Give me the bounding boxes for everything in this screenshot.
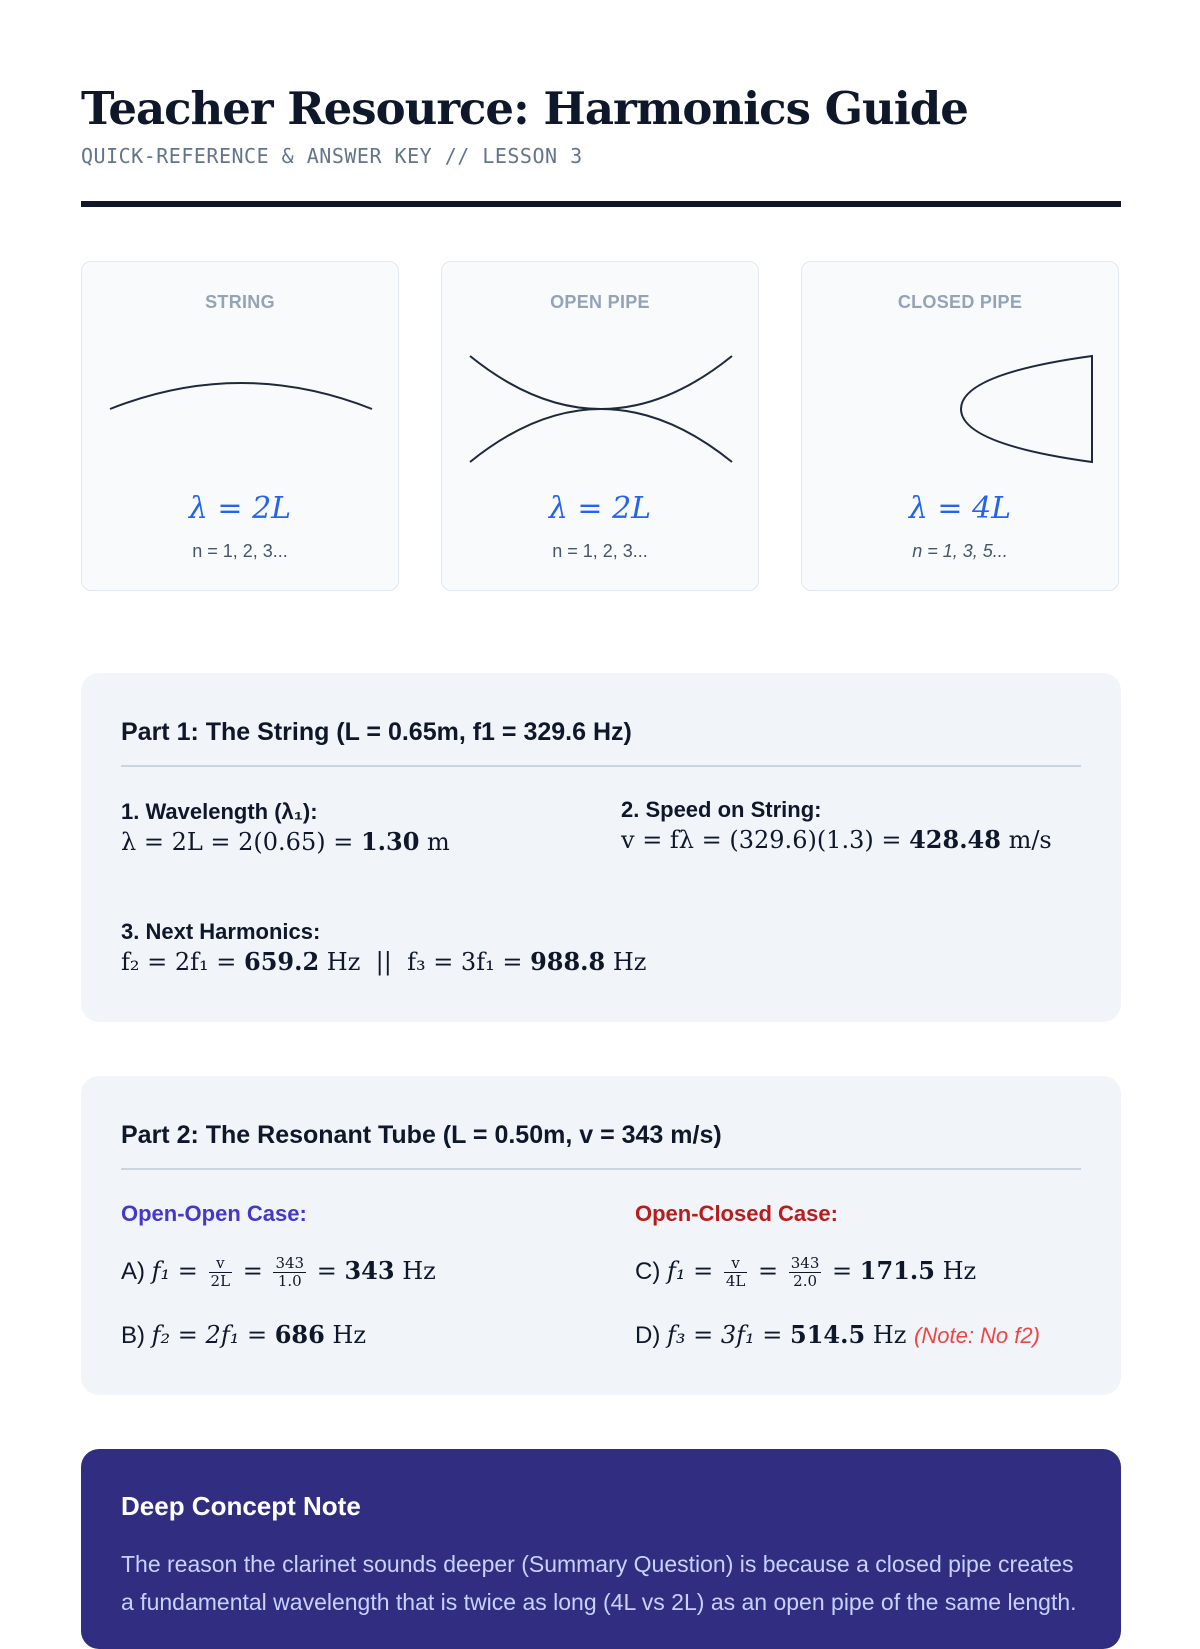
card-title: CLOSED PIPE	[897, 292, 1023, 312]
answer-a-lhs: f₁ =	[151, 1257, 206, 1285]
deep-note-text: The reason the clarinet sounds deeper (Summary Question) is because a closed pipe creates a fundamental wavelength that is twice as long (4L vs 2L) as an open pipe of the same length.	[121, 1551, 1077, 1615]
answer-d-value: 514.5	[790, 1320, 866, 1349]
answer-a-letter: A)	[121, 1258, 152, 1285]
answer-c-letter: C)	[635, 1258, 667, 1285]
fraction	[724, 1256, 748, 1289]
answer-b-letter: B)	[121, 1322, 152, 1349]
q1-answer: 1.30	[360, 827, 420, 856]
part2-divider	[121, 1168, 1081, 1170]
page-title: Teacher Resource: Harmonics Guide	[81, 82, 968, 135]
card-formula: λ = 4L	[908, 491, 1012, 526]
header-divider	[81, 201, 1121, 207]
answer-d-eq: f₃ = 3f₁ =	[667, 1321, 791, 1349]
answer-b-eq: f₂ = 2f₁ =	[151, 1321, 275, 1349]
card-string	[81, 261, 399, 591]
fraction	[789, 1256, 822, 1289]
equals: =	[235, 1257, 271, 1285]
q3-unit: Hz	[605, 948, 647, 976]
q1-equation	[121, 827, 450, 856]
page-subtitle: QUICK-REFERENCE & ANSWER KEY // LESSON 3	[81, 144, 583, 168]
fraction-numerator: v	[724, 1256, 748, 1273]
q2-label: 2. Speed on String:	[621, 797, 822, 822]
answer-d-note: (Note: No f2)	[914, 1323, 1040, 1348]
q3-separator: Hz ||	[319, 948, 408, 976]
answer-d-letter: D)	[635, 1322, 667, 1349]
fraction-denominator: 2.0	[793, 1272, 818, 1290]
answer-c-value: 171.5	[859, 1256, 935, 1285]
q3-eq-a: f₂ = 2f₁ =	[121, 948, 245, 976]
fraction-denominator: 2L	[210, 1272, 231, 1290]
card-title: STRING	[205, 292, 275, 312]
fraction-denominator: 1.0	[277, 1272, 302, 1290]
unit: Hz	[324, 1321, 366, 1349]
card-formula: λ = 2L	[548, 491, 652, 526]
q1-unit: m	[419, 828, 450, 856]
q1-eq: λ = 2L = 2(0.65) =	[121, 828, 361, 856]
q2-equation	[621, 825, 1052, 854]
q3-answer-b: 988.8	[530, 947, 606, 976]
answer-b	[121, 1320, 366, 1350]
part2-panel	[81, 1076, 1121, 1395]
deep-concept-note	[81, 1449, 1121, 1649]
answer-c-lhs: f₁ =	[667, 1257, 721, 1285]
q3-label: 3. Next Harmonics:	[121, 919, 321, 944]
unit: Hz	[934, 1257, 977, 1285]
fraction	[273, 1256, 306, 1289]
card-title: OPEN PIPE	[550, 292, 650, 312]
part1-panel	[81, 673, 1121, 1022]
q2-answer: 428.48	[909, 825, 1001, 854]
card-sequence: n = 1, 3, 5...	[912, 541, 1008, 561]
fraction	[209, 1256, 233, 1289]
card-sequence: n = 1, 2, 3...	[192, 541, 288, 561]
card-closed-pipe	[801, 261, 1119, 591]
answer-c	[635, 1256, 976, 1289]
equals: =	[824, 1257, 860, 1285]
open-open-label: Open-Open Case:	[121, 1201, 307, 1226]
answer-b-value: 686	[274, 1320, 325, 1349]
q3-answer-a: 659.2	[244, 947, 320, 976]
open-closed-label: Open-Closed Case:	[635, 1201, 838, 1226]
answer-a-value: 343	[344, 1256, 395, 1285]
fraction-numerator: 343	[790, 1254, 820, 1272]
fraction-denominator: 4L	[725, 1272, 746, 1290]
answer-a	[121, 1256, 436, 1289]
card-sequence: n = 1, 2, 3...	[552, 541, 648, 561]
unit: Hz	[865, 1321, 907, 1349]
q3-eq-b: f₃ = 3f₁ =	[407, 948, 531, 976]
part1-title: Part 1: The String (L = 0.65m, f1 = 329.6 Hz)	[121, 718, 632, 746]
q3-equation	[121, 947, 646, 976]
answer-d	[635, 1320, 1040, 1350]
equals: =	[309, 1257, 345, 1285]
q2-unit: m/s	[1000, 826, 1052, 854]
fraction-numerator: v	[209, 1256, 233, 1273]
card-formula: λ = 2L	[188, 491, 292, 526]
equals: =	[750, 1257, 786, 1285]
deep-note-title: Deep Concept Note	[121, 1491, 361, 1521]
q1-label: 1. Wavelength (λ₁):	[121, 799, 318, 824]
q2-eq: v = fλ = (329.6)(1.3) =	[621, 826, 910, 854]
part1-divider	[121, 765, 1081, 767]
fraction-numerator: 343	[275, 1254, 305, 1272]
part2-title: Part 2: The Resonant Tube (L = 0.50m, v = 343 m/s)	[121, 1121, 722, 1149]
card-open-pipe	[441, 261, 759, 591]
unit: Hz	[394, 1257, 436, 1285]
